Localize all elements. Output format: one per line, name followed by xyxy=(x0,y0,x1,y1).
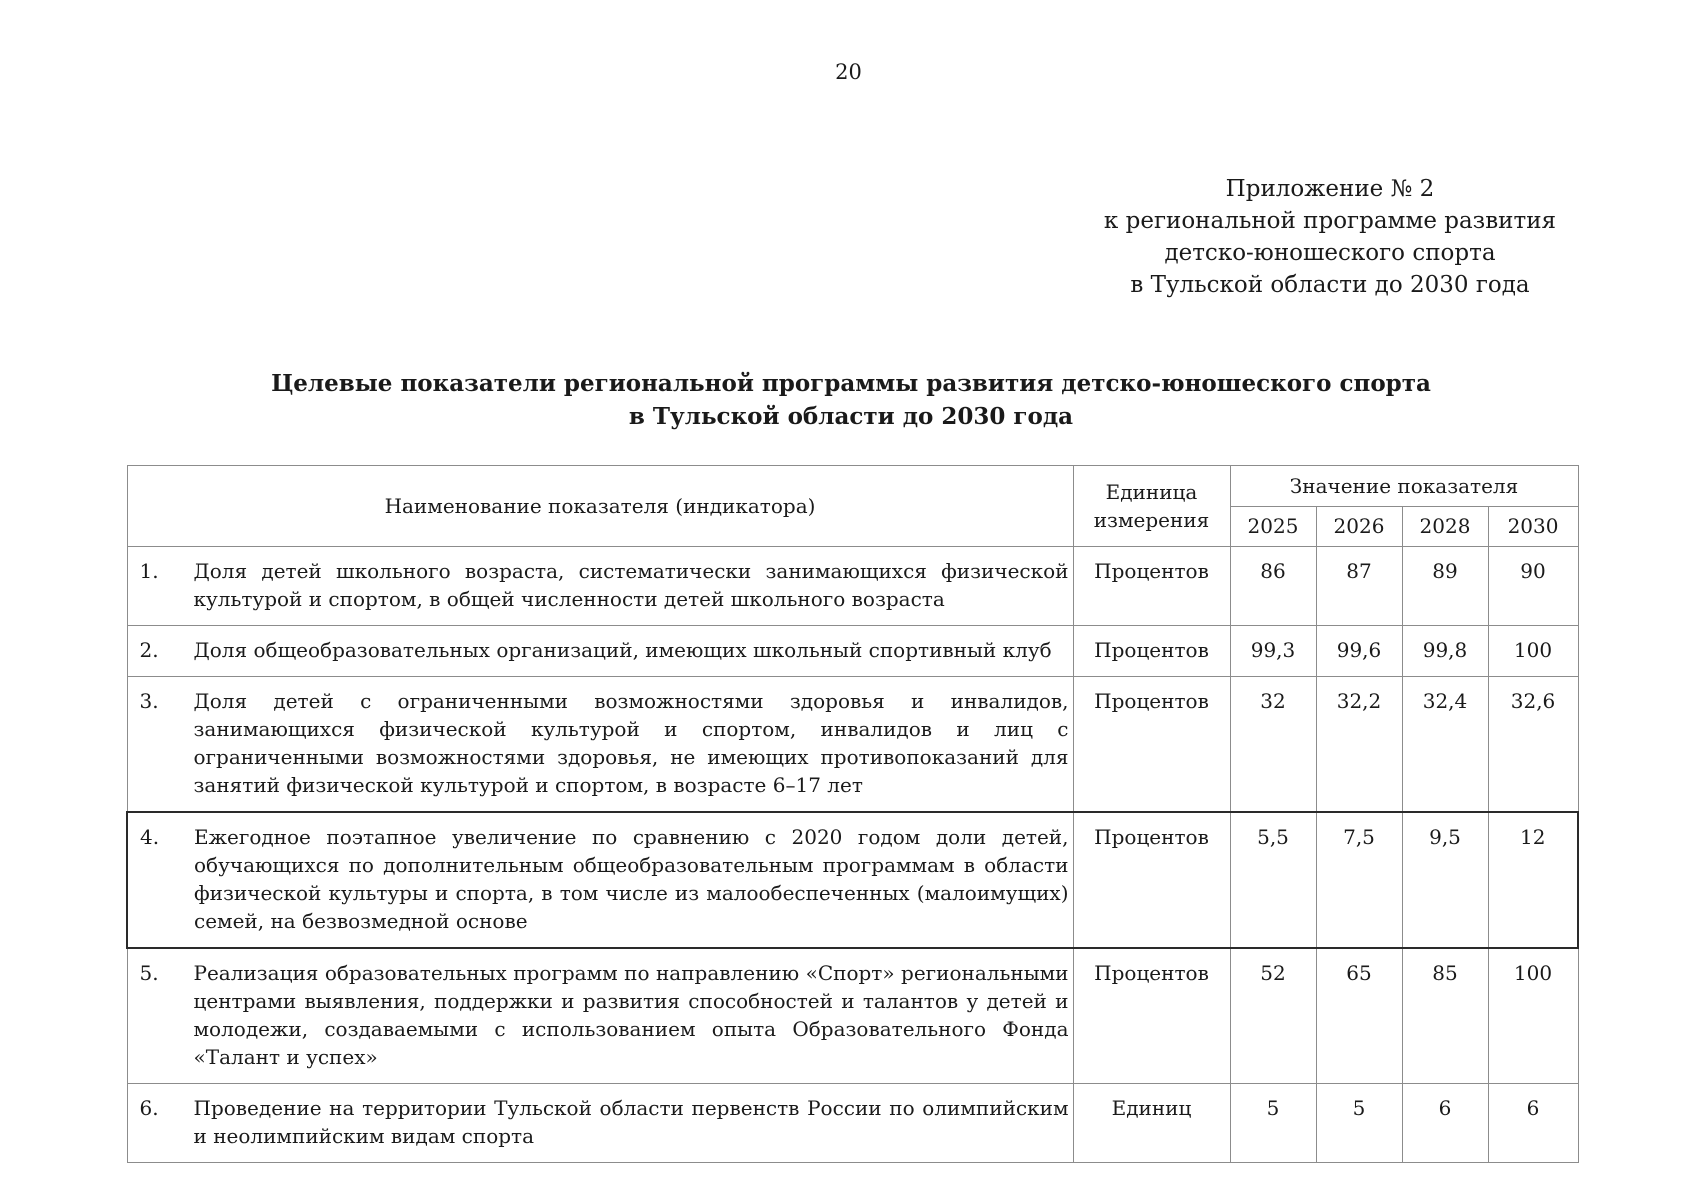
indicator-cell xyxy=(127,948,1073,1084)
value-2030: 6 xyxy=(1488,1084,1578,1163)
value-2026: 5 xyxy=(1316,1084,1402,1163)
row-number: 3. xyxy=(139,689,159,713)
value-2030: 100 xyxy=(1488,626,1578,677)
value-2025: 52 xyxy=(1230,948,1316,1084)
appendix-line-4: в Тульской области до 2030 года xyxy=(1130,272,1530,298)
row-number: 4. xyxy=(140,825,160,849)
header-indicator-name: Наименование показателя (индикатора) xyxy=(127,466,1073,547)
header-year-2028: 2028 xyxy=(1402,506,1488,547)
table-row xyxy=(127,547,1578,626)
header-year-2026: 2026 xyxy=(1316,506,1402,547)
value-2028: 89 xyxy=(1402,547,1488,626)
value-2025: 32 xyxy=(1230,677,1316,813)
value-2028: 9,5 xyxy=(1402,812,1488,948)
value-2030: 100 xyxy=(1488,948,1578,1084)
unit-cell: Процентов xyxy=(1073,677,1230,813)
appendix-line-3: детско-юношеского спорта xyxy=(1164,240,1496,266)
indicators-table xyxy=(126,465,1579,1163)
header-unit: Единица измерения xyxy=(1073,466,1230,547)
value-2025: 99,3 xyxy=(1230,626,1316,677)
table-row xyxy=(127,1084,1578,1163)
value-2025: 86 xyxy=(1230,547,1316,626)
table-row xyxy=(127,677,1578,813)
appendix-line-2: к региональной программе развития xyxy=(1103,208,1557,234)
indicator-cell xyxy=(127,547,1073,626)
header-values: Значение показателя xyxy=(1230,466,1578,507)
value-2028: 99,8 xyxy=(1402,626,1488,677)
value-2028: 85 xyxy=(1402,948,1488,1084)
table-row xyxy=(127,948,1578,1084)
table-row xyxy=(127,626,1578,677)
value-2030: 90 xyxy=(1488,547,1578,626)
appendix-line-1: Приложение № 2 xyxy=(1225,176,1435,202)
indicator-name: Доля детей школьного возраста, систематически занимающихся физической культурой и спортом, в общей численности детей школьного возраста xyxy=(193,559,1069,611)
document-title-line-1: Целевые показатели региональной программы развития детско-юношеского спорта xyxy=(271,370,1431,397)
value-2030: 32,6 xyxy=(1488,677,1578,813)
header-year-2025: 2025 xyxy=(1230,506,1316,547)
indicator-cell xyxy=(127,677,1073,813)
document-title-line-2: в Тульской области до 2030 года xyxy=(628,403,1074,430)
value-2026: 32,2 xyxy=(1316,677,1402,813)
indicator-name: Проведение на территории Тульской области первенств России по олимпийским и неолимпийским видам спорта xyxy=(193,1096,1069,1148)
unit-cell: Процентов xyxy=(1073,948,1230,1084)
row-number: 6. xyxy=(139,1096,159,1120)
row-number: 2. xyxy=(139,638,159,662)
row-number: 1. xyxy=(139,559,159,583)
header-year-2030: 2030 xyxy=(1488,506,1578,547)
indicator-name: Ежегодное поэтапное увеличение по сравнению с 2020 годом доли детей, обучающихся по дополнительным общеобразовательным программам в области физической культуры и спорта, в том числе из малообеспеченных (малоимущих) семей, на безвозмедной основе xyxy=(194,825,1069,933)
value-2026: 65 xyxy=(1316,948,1402,1084)
page-number: 20 xyxy=(835,60,862,84)
row-number: 5. xyxy=(139,961,159,985)
indicator-cell xyxy=(127,626,1073,677)
unit-cell: Процентов xyxy=(1073,626,1230,677)
indicator-name: Доля общеобразовательных организаций, имеющих школьный спортивный клуб xyxy=(193,638,1052,662)
unit-cell: Единиц xyxy=(1073,1084,1230,1163)
value-2025: 5,5 xyxy=(1230,812,1316,948)
appendix-block xyxy=(1100,173,1560,301)
unit-cell: Процентов xyxy=(1073,812,1230,948)
value-2026: 99,6 xyxy=(1316,626,1402,677)
table-row xyxy=(127,812,1578,948)
value-2028: 6 xyxy=(1402,1084,1488,1163)
value-2026: 87 xyxy=(1316,547,1402,626)
indicator-cell xyxy=(127,812,1073,948)
indicator-name: Доля детей с ограниченными возможностями здоровья и инвалидов, занимающихся физической культурой и спортом, инвалидов и лиц с ограниченными возможностями здоровья, не имеющих противопоказаний для занятий физической культурой и спортом, в возрасте 6–17 лет xyxy=(193,689,1069,797)
unit-cell: Процентов xyxy=(1073,547,1230,626)
value-2030: 12 xyxy=(1488,812,1578,948)
indicator-name: Реализация образовательных программ по направлению «Спорт» региональными центрами выявления, поддержки и развития способностей и талантов у детей и молодежи, создаваемыми с использованием опыта Образовательного Фонда «Талант и успех» xyxy=(193,961,1069,1069)
value-2025: 5 xyxy=(1230,1084,1316,1163)
value-2026: 7,5 xyxy=(1316,812,1402,948)
indicator-cell xyxy=(127,1084,1073,1163)
document-title xyxy=(126,367,1576,433)
value-2028: 32,4 xyxy=(1402,677,1488,813)
